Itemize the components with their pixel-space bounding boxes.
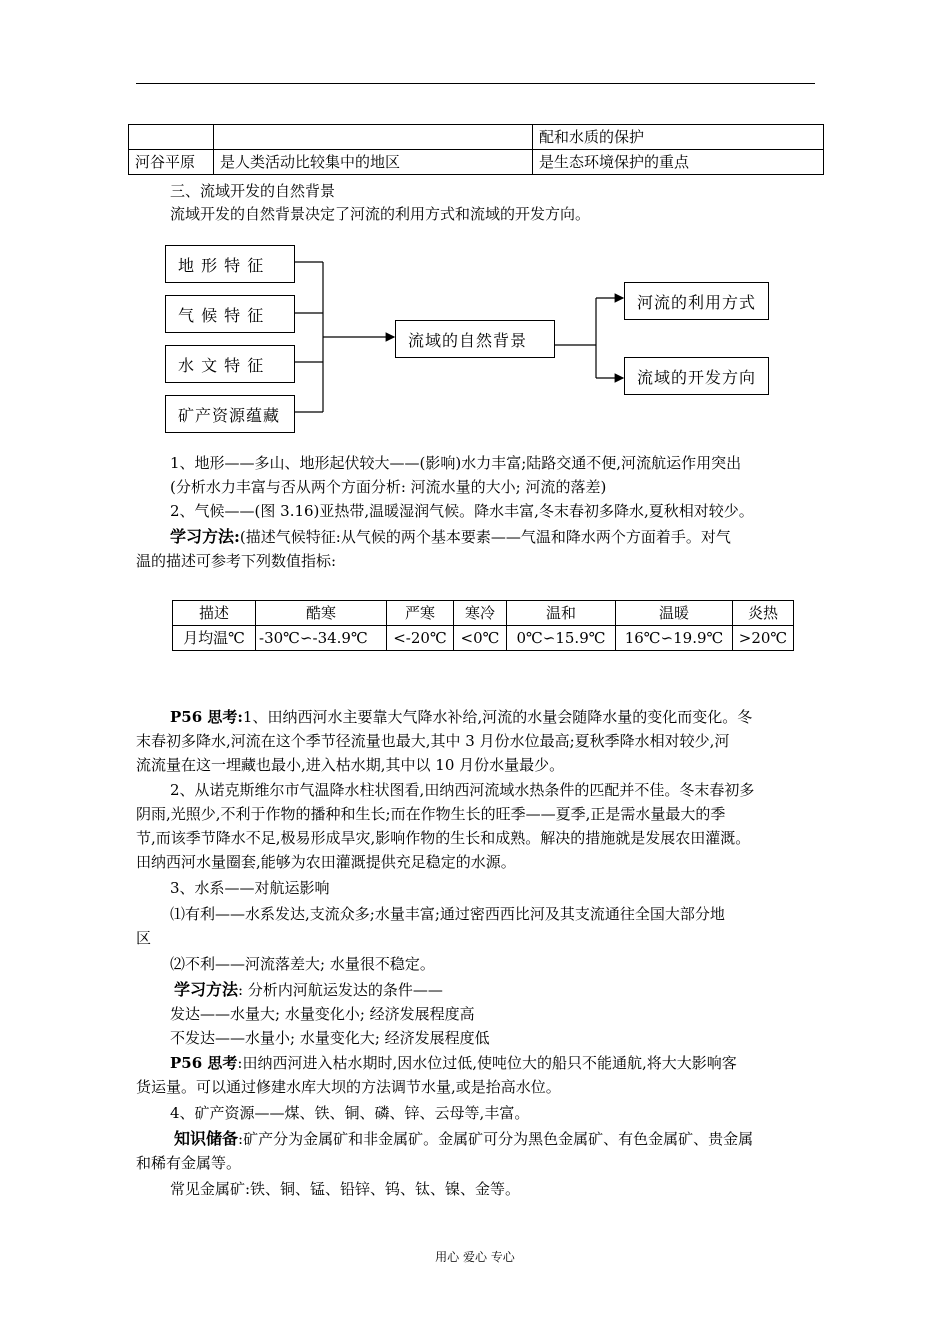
knowledge-text1: :矿产分为金属矿和非金属矿。金属矿可分为黑色金属矿、有色金属矿、贵金属 (238, 1130, 754, 1148)
method2-line (174, 979, 443, 1001)
knowledge-line2: 和稀有金属等。 (136, 1154, 242, 1172)
p56b-line1: 2、从诺克斯维尔市气温降水柱状图看,田纳西河流域水热条件的匹配并不佳。冬末春初多 (170, 781, 755, 799)
table-header: 严寒 (387, 601, 454, 626)
knowledge-line1 (174, 1128, 753, 1150)
table-cell: 是人类活动比较集中的地区 (214, 150, 533, 175)
table-row-label: 月均温℃ (173, 626, 256, 651)
p56b-line2: 阴雨,光照少,不利于作物的播种和生长;而在作物生长的旺季——夏季,正是需水量最大的季 (136, 805, 726, 823)
p56c-text1: :田纳西河进入枯水期时,因水位过低,使吨位大的船只不能通航,将大大影响客 (237, 1054, 737, 1072)
table-cell: 配和水质的保护 (533, 125, 824, 150)
table-row (173, 626, 794, 651)
method2-developed: 发达——水量大; 水量变化小; 经济发展程度高 (170, 1005, 475, 1023)
p56a-line2: 末春初多降水,河流在这个季节径流量也最大,其中 3 月份水位最高;夏秋季降水相对较少,河 (136, 732, 730, 750)
item3-heading: 3、水系——对航运影响 (170, 879, 330, 897)
section-heading: 三、流域开发的自然背景 (170, 182, 336, 200)
development-direction-box: 流域的开发方向 (624, 357, 769, 395)
temperature-table (172, 600, 794, 651)
table-header: 酷寒 (256, 601, 387, 626)
table-cell: >20℃ (733, 626, 794, 651)
item1-line2: (分析水力丰富与否从两个方面分析: 河流水量的大小; 河流的落差) (170, 478, 607, 496)
table-cell: <-20℃ (387, 626, 454, 651)
climate-box: 气 候 特 征 (165, 295, 295, 333)
method1-line2: 温的描述可参考下列数值指标: (136, 552, 337, 570)
table-row (173, 601, 794, 626)
p56b-line4: 田纳西河水量圈套,能够为农田灌溉提供充足稳定的水源。 (136, 853, 516, 871)
table-cell: 河谷平原 (129, 150, 214, 175)
p56a-line3: 流流量在这一埋藏也最小,进入枯水期,其中以 10 月份水量最少。 (136, 756, 565, 774)
item3-pro-line2: 区 (136, 929, 152, 947)
p56a-line1 (170, 706, 752, 728)
common-metals-line: 常见金属矿:铁、铜、锰、铅锌、钨、钛、镍、金等。 (170, 1180, 521, 1198)
table-header: 描述 (173, 601, 256, 626)
table-cell: 16℃∽19.9℃ (616, 626, 733, 651)
page-footer: 用心 爱心 专心 (435, 1250, 515, 1264)
table-cell: <0℃ (454, 626, 507, 651)
natural-background-box: 流域的自然背景 (395, 320, 555, 358)
p56c-line2: 货运量。可以通过修建水库大坝的方法调节水量,或是抬高水位。 (136, 1078, 561, 1096)
item3-pro-line1: ⑴有利——水系发达,支流众多;水量丰富;通过密西西比河及其支流通往全国大部分地 (170, 905, 725, 923)
table-cell: -30℃∽-34.9℃ (256, 626, 387, 651)
method2-label: 学习方法 (174, 980, 239, 999)
mineral-box: 矿产资源蕴藏 (165, 395, 295, 433)
method-label: 学习方法: (170, 527, 240, 546)
table-header: 温暖 (616, 601, 733, 626)
river-use-box: 河流的利用方式 (624, 282, 769, 320)
item3-con-line: ⑵不利——河流落差大; 水量很不稳定。 (170, 955, 435, 973)
p56b-line3: 节,而该季节降水不足,极易形成旱灾,影响作物的生长和成熟。解决的措施就是发展农田灌溉。 (136, 829, 751, 847)
table-header: 温和 (507, 601, 616, 626)
item1-line1: 1、地形——多山、地形起伏较大——(影响)水力丰富;陆路交通不便,河流航运作用突出 (170, 454, 742, 472)
table-cell: 是生态环境保护的重点 (533, 150, 824, 175)
table-header: 寒冷 (454, 601, 507, 626)
method1-line (170, 526, 731, 548)
method2-text: : 分析内河航运发达的条件—— (238, 981, 443, 999)
p56c-line1 (170, 1052, 737, 1074)
table-header: 炎热 (733, 601, 794, 626)
method-text: (描述气候特征:从气候的两个基本要素——气温和降水两个方面着手。对气 (239, 528, 731, 546)
p56-label: P56 思考: (170, 708, 243, 726)
terrain-box: 地 形 特 征 (165, 245, 295, 283)
p56a-text1: 1、田纳西河水主要靠大气降水补给,河流的水量会随降水量的变化而变化。冬 (242, 708, 753, 726)
hydrology-box: 水 文 特 征 (165, 345, 295, 383)
knowledge-label: 知识储备 (174, 1129, 239, 1148)
p56c-label: P56 思考 (170, 1054, 238, 1072)
item2-line: 2、气候——(图 3.16)亚热带,温暖湿润气候。降水丰富,冬末春初多降水,夏秋相对较少。 (170, 502, 754, 520)
method2-undeveloped: 不发达——水量小; 水量变化大; 经济发展程度低 (170, 1029, 490, 1047)
table-cell: 0℃∽15.9℃ (507, 626, 616, 651)
section-intro: 流域开发的自然背景决定了河流的利用方式和流域的开发方向。 (170, 205, 591, 223)
item4-line: 4、矿产资源——煤、铁、铜、磷、锌、云母等,丰富。 (170, 1104, 530, 1122)
